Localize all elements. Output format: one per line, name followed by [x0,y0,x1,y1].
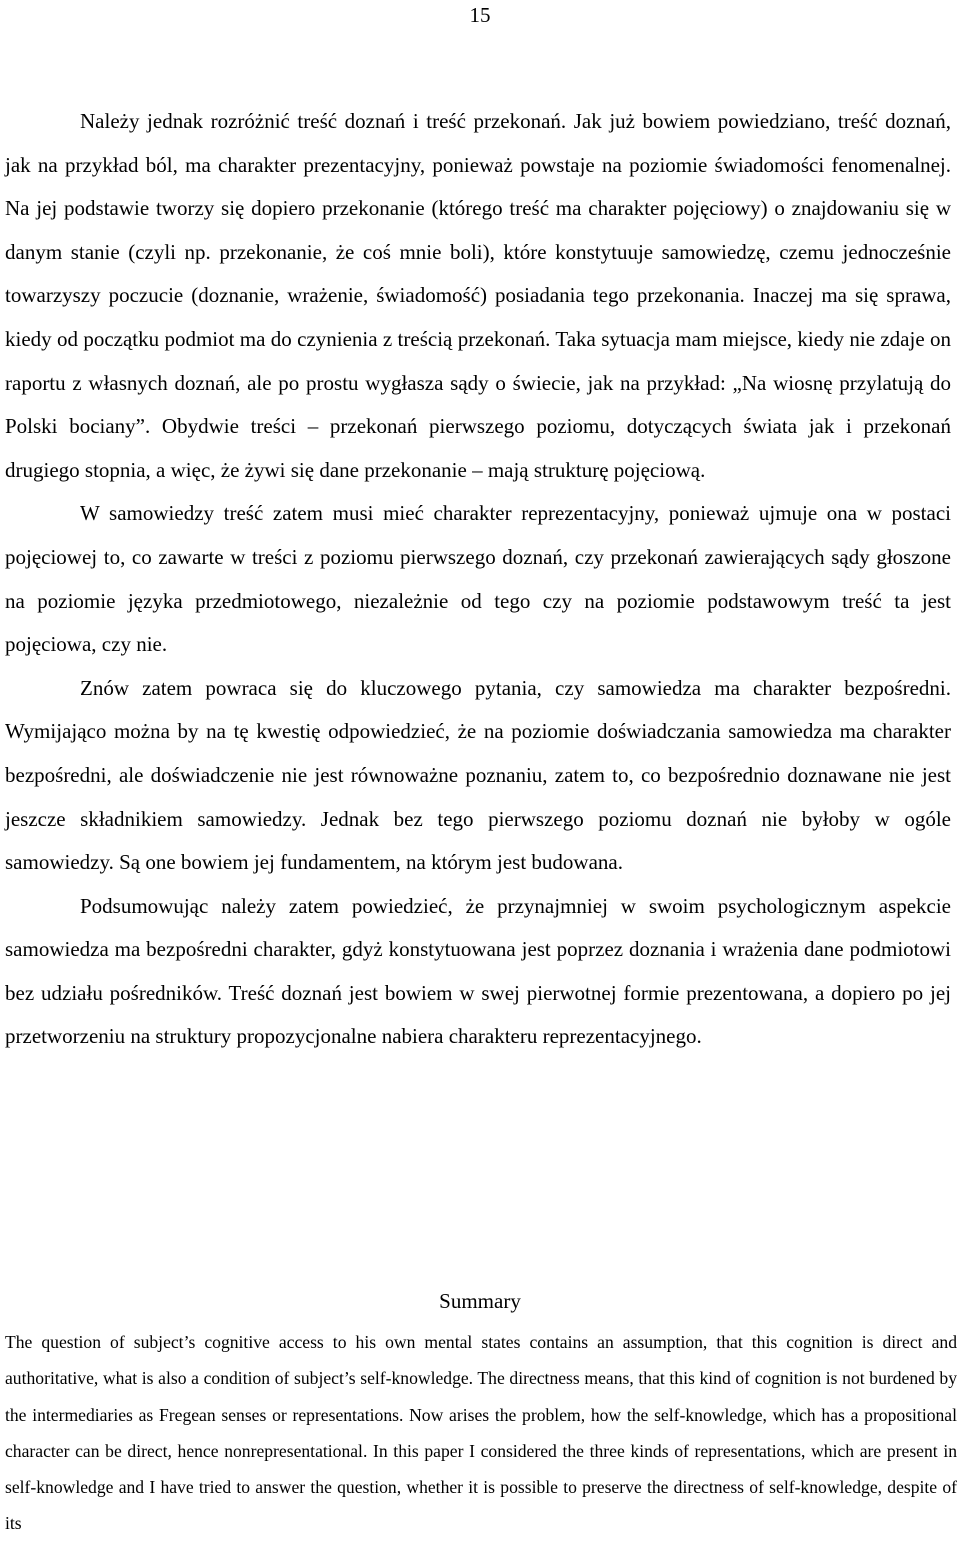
paragraph: W samowiedzy treść zatem musi mieć charakter reprezentacyjny, ponieważ ujmuje ona w postaci pojęciowej to, co zawarte w treści z poziomu pierwszego doznań, czy przekonań zawierających sądy głoszone na poziomie języka przedmiotowego, niezależnie od tego czy na poziomie podstawowym treść ta jest pojęciowa, czy nie. [5,501,951,657]
summary-heading: Summary [439,1289,521,1313]
page-number: 15 [469,3,491,27]
body-text [5,100,951,1059]
paragraph: Znów zatem powraca się do kluczowego pytania, czy samowiedza ma charakter bezpośredni. Wymijająco można by na tę kwestię odpowiedzieć, że na poziomie doświadczania samowiedza ma charakter bezpośredni, ale doświadczenie nie jest równoważne poznaniu, zatem to, co bezpośrednio doznawane nie jest jeszcze składnikiem samowiedzy. Jednak bez tego pierwszego poziomu doznań nie byłoby w ogóle samowiedzy. Są one bowiem jej fundamentem, na którym jest budowana. [5,675,951,875]
paragraph: Należy jednak rozróżnić treść doznań i treść przekonań. Jak już bowiem powiedziano, treść doznań, jak na przykład ból, ma charakter prezentacyjny, ponieważ powstaje na poziomie świadomości fenomenalnej. Na jej podstawie tworzy się dopiero przekonanie (którego treść ma charakter pojęciowy) o znajdowaniu się w danym stanie (czyli np. przekonanie, że coś mnie boli), które konstytuuje samowiedzę, czemu jednocześnie towarzyszy poczucie (doznanie, wrażenie, świadomość) posiadania tego przekonania. Inaczej ma się sprawa, kiedy od początku podmiot ma do czynienia z treścią przekonań. Taka sytuacja mam miejsce, kiedy nie zdaje on raportu z własnych doznań, ale po prostu wygłasza sądy o świecie, jak na przykład: „Na wiosnę przylatują do Polski bociany”. Obydwie treści – przekonań pierwszego poziomu, dotyczących świata jak i przekonań drugiego stopnia, a więc, że żywi się dane przekonanie – mają strukturę pojęciową. [5,109,951,482]
summary-text: The question of subject’s cognitive access to his own mental states contains an assumption, that this cognition is direct and authoritative, what is also a condition of subject’s self-knowledge. The directness means, that this kind of cognition is not burdened by the intermediaries as Fregean senses or representations. Now arises the problem, how the self-knowledge, which has a propositional character can be direct, hence nonrepresentational. In this paper I considered the three kinds of representations, which are present in self-knowledge and I have tried to answer the question, whether it is possible to preserve the directness of self-knowledge, despite of its [5,1332,957,1534]
paragraph: Podsumowując należy zatem powiedzieć, że przynajmniej w swoim psychologicznym aspekcie samowiedza ma bezpośredni charakter, gdyż konstytuowana jest poprzez doznania i wrażenia dane podmiotowi bez udziału pośredników. Treść doznań jest bowiem w swej pierwotnej formie prezentowana, a dopiero po jej przetworzeniu na struktury propozycjonalne nabiera charakteru reprezentacyjnego. [5,893,951,1049]
